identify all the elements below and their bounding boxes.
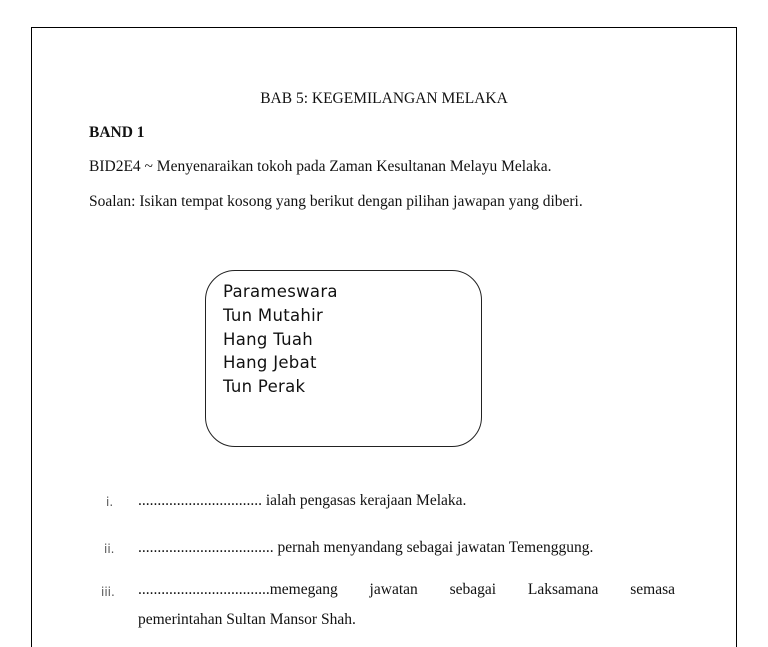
question-number: i. xyxy=(106,495,114,509)
question-number: iii. xyxy=(101,585,115,599)
choice-item: Hang Tuah xyxy=(223,329,313,349)
band-heading: BAND 1 xyxy=(89,124,145,141)
question-text: ................................... pernah menyandang sebagai jawatan Temenggung. xyxy=(138,539,594,556)
chapter-title: BAB 5: KEGEMILANGAN MELAKA xyxy=(260,90,508,107)
choice-item: Tun Perak xyxy=(223,377,306,397)
question-number: ii. xyxy=(104,542,115,556)
learning-objective: BID2E4 ~ Menyenaraikan tokoh pada Zaman Kesultanan Melayu Melaka. xyxy=(89,158,552,175)
question-text: ................................ ialah pengasas kerajaan Melaka. xyxy=(138,492,467,509)
choice-item: Tun Mutahir xyxy=(223,305,324,325)
answer-choices-list xyxy=(223,280,338,399)
choice-item: Parameswara xyxy=(223,282,338,301)
question-text-continuation: pemerintahan Sultan Mansor Shah. xyxy=(138,611,356,628)
question-instruction: Soalan: Isikan tempat kosong yang berikut dengan pilihan jawapan yang diberi. xyxy=(89,193,583,210)
choice-item: Hang Jebat xyxy=(223,353,317,373)
question-text: ..................................memegang jawatan sebagai Laksamana semasa xyxy=(138,581,675,598)
